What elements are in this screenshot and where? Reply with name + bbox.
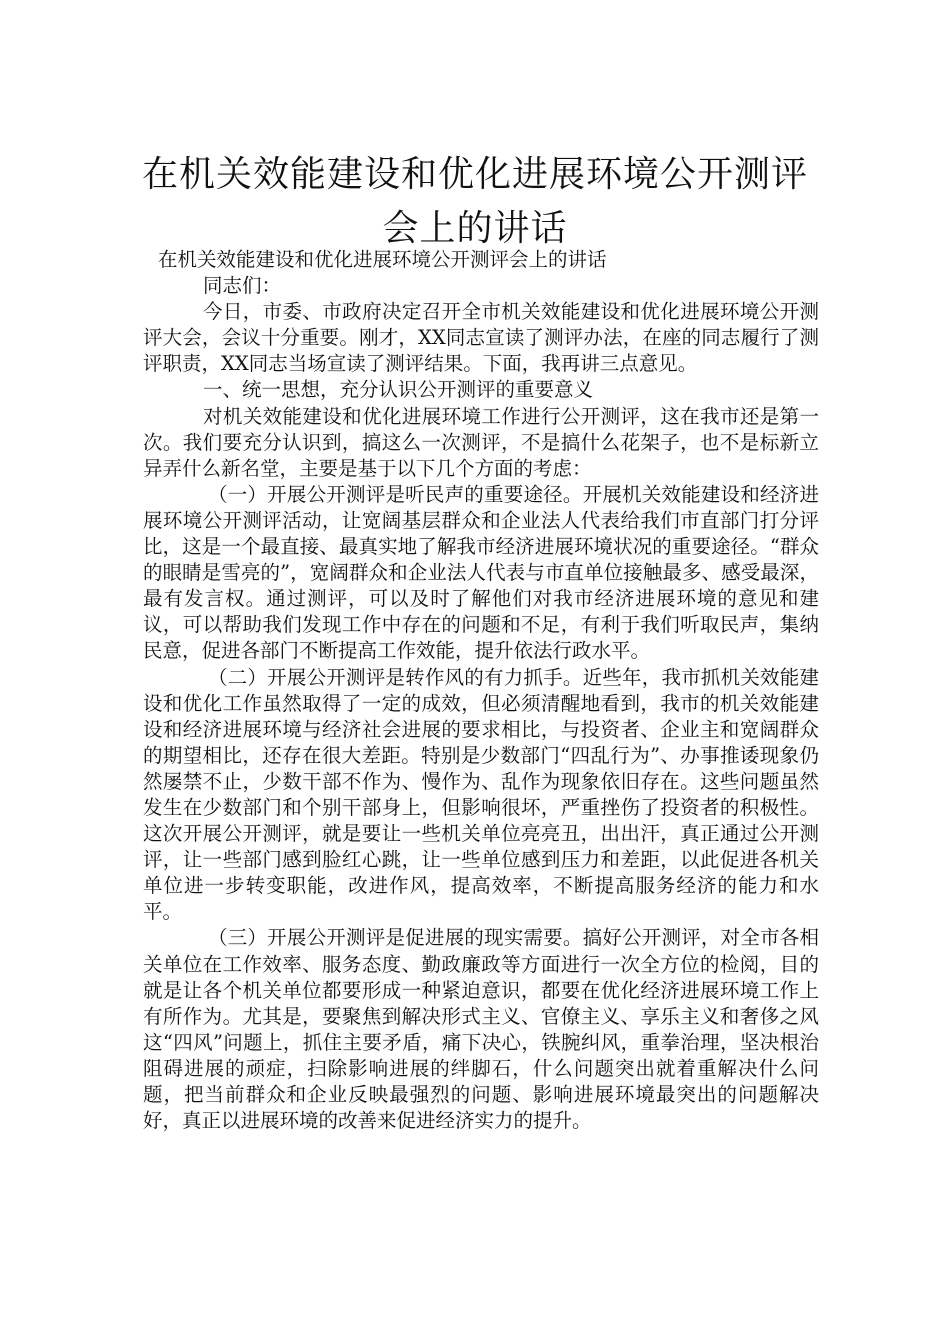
salutation: 同志们： [203,274,282,298]
subtitle: 在机关效能建设和优化进展环境公开测评会上的讲话 [158,248,607,271]
section-heading-1: 一、统一思想，充分认识公开测评的重要意义 [203,378,594,402]
paragraph-section-1: 对机关效能建设和优化进展环境工作进行公开测评，这在我市还是第一次。我们要充分认识到，搞这么一次测评，不是搞什么花架子，也不是标新立异弄什么新名堂，主要是基于以下几个方面的考虑： [143,404,819,480]
document-body [143,247,819,1134]
paragraph-point-1: （一）开展公开测评是听民声的重要途径。开展机关效能建设和经济进展环境公开测评活动，让宽阔基层群众和企业法人代表给我们市直部门打分评比，这是一个最直接、最真实地了解我市经济进展环境状况的重要途径。“群众的眼睛是雪亮的”，宽阔群众和企业法人代表与市直单位接触最多、感受最深，最有发言权。通过测评，可以及时了解他们对我市经济进展环境的意见和建议，可以帮助我们发现工作中存在的问题和不足，有利于我们听取民声，集纳民意，促进各部门不断提高工作效能，提升依法行政水平。 [143,482,819,663]
page-title [120,148,830,256]
paragraph-intro: 今日，市委、市政府决定召开全市机关效能建设和优化进展环境公开测评大会，会议十分重要。刚才，XX同志宣读了测评办法，在座的同志履行了测评职责，XX同志当场宣读了测评结果。下面，我再讲三点意见。 [143,300,819,376]
paragraph-point-2: （二）开展公开测评是转作风的有力抓手。近些年，我市抓机关效能建设和优化工作虽然取得了一定的成效，但必须清醒地看到，我市的机关效能建设和经济进展环境与经济社会进展的要求相比，与投资者、企业主和宽阔群众的期望相比，还存在很大差距。特别是少数部门“四乱行为”、办事推诿现象仍然屡禁不止，少数干部不作为、慢作为、乱作为现象依旧存在。这些问题虽然发生在少数部门和个别干部身上，但影响很坏，严重挫伤了投资者的积极性。这次开展公开测评，就是要让一些机关单位亮亮丑，出出汗，真正通过公开测评，让一些部门感到脸红心跳，让一些单位感到压力和差距，以此促进各机关单位进一步转变职能，改进作风，提高效率，不断提高服务经济的能力和水平。 [143,665,819,924]
paragraph-point-3: （三）开展公开测评是促进展的现实需要。搞好公开测评，对全市各相关单位在工作效率、服务态度、勤政廉政等方面进行一次全方位的检阅，目的就是让各个机关单位都要形成一种紧迫意识，都要在优化经济进展环境工作上有所作为。尤其是，要聚焦到解决形式主义、官僚主义、享乐主义和奢侈之风这“四风”问题上，抓住主要矛盾，痛下决心，铁腕纠风，重拳治理，坚决根治阻碍进展的顽症，扫除影响进展的绊脚石，什么问题突出就着重解决什么问题，把当前群众和企业反映最强烈的问题、影响进展环境最突出的问题解决好，真正以进展环境的改善来促进经济实力的提升。 [143,926,819,1133]
title-line-1: 在机关效能建设和优化进展环境公开测评 [141,154,808,196]
title-line-2: 会上的讲话 [382,208,568,250]
